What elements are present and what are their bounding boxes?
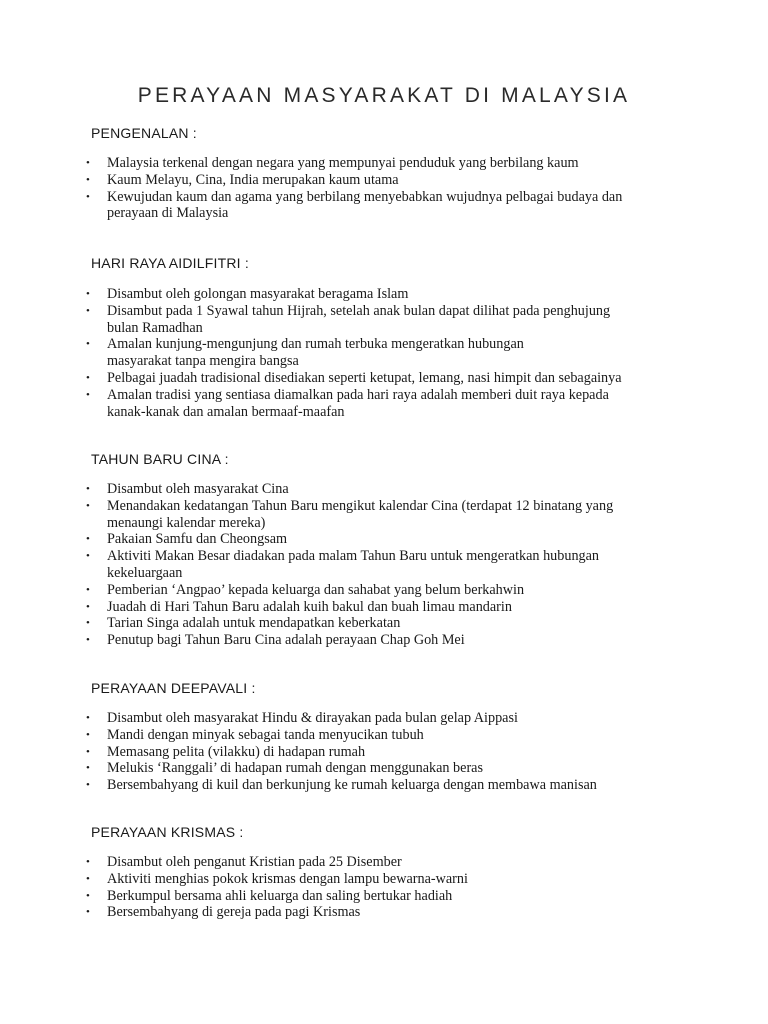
- bullet-icon: •: [86, 550, 90, 563]
- list-item: • Bersembahyang di kuil dan berkunjung ke rumah keluarga dengan membawa manisan: [86, 777, 597, 794]
- section-heading-krismas: PERAYAAN KRISMAS :: [91, 824, 244, 840]
- bullet-list-pengenalan: [0, 155, 700, 222]
- bullet-list-tahun-baru-cina: [0, 481, 700, 649]
- list-item: • Memasang pelita (vilakku) di hadapan rumah: [86, 743, 366, 760]
- bullet-icon: •: [86, 583, 90, 596]
- section-heading-deepavali: PERAYAAN DEEPAVALI :: [91, 680, 256, 696]
- bullet-icon: •: [86, 634, 90, 647]
- bullet-icon: •: [86, 617, 90, 630]
- bullet-icon: •: [86, 338, 90, 351]
- bullet-icon: •: [86, 533, 90, 546]
- list-item: • Menandakan kedatangan Tahun Baru mengikut kalendar Cina (terdapat 12 binatang yang menaungi kalendar mereka): [86, 497, 614, 531]
- list-item: • Disambut oleh penganut Kristian pada 25 Disember: [86, 854, 402, 870]
- bullet-icon: •: [86, 304, 90, 317]
- list-item: • Tarian Singa adalah untuk mendapatkan keberkatan: [86, 615, 401, 632]
- list-item: • Aktiviti menghias pokok krismas dengan lampu bewarna-warni: [86, 870, 468, 887]
- list-item: • Pemberian ‘Angpao’ kepada keluarga dan sahabat yang belum berkahwin: [86, 581, 525, 598]
- list-item: • Berkumpul bersama ahli keluarga dan saling bertukar hadiah: [86, 887, 453, 904]
- list-item: • Amalan tradisi yang sentiasa diamalkan pada hari raya adalah memberi duit raya kepada kanak-kanak dan amalan bermaaf-maafan: [86, 386, 609, 420]
- section-heading-tahun-baru-cina: TAHUN BARU CINA :: [91, 451, 229, 467]
- bullet-icon: •: [86, 190, 90, 203]
- list-item: • Disambut oleh golongan masyarakat beragama Islam: [86, 286, 409, 302]
- list-item: • Bersembahyang di gereja pada pagi Krismas: [86, 904, 361, 921]
- bullet-icon: •: [86, 745, 90, 758]
- bullet-icon: •: [86, 872, 90, 885]
- list-item: • Pakaian Samfu dan Cheongsam: [86, 531, 288, 548]
- bullet-list-hari-raya: [0, 286, 700, 420]
- list-item: • Aktiviti Makan Besar diadakan pada malam Tahun Baru untuk mengeratkan hubungan kekeluargaan: [86, 548, 600, 581]
- bullet-icon: •: [86, 762, 90, 775]
- bullet-icon: •: [86, 728, 90, 741]
- bullet-icon: •: [86, 499, 90, 512]
- bullet-icon: •: [86, 388, 90, 401]
- list-item: • Amalan kunjung-mengunjung dan rumah terbuka mengeratkan hubungan masyarakat tanpa mengira bangsa: [86, 336, 524, 370]
- list-item: • Malaysia terkenal dengan negara yang mempunyai penduduk yang berbilang kaum: [86, 155, 579, 171]
- section-heading-hari-raya: HARI RAYA AIDILFITRI :: [91, 255, 249, 271]
- bullet-icon: •: [86, 889, 90, 902]
- list-item: • Kaum Melayu, Cina, India merupakan kaum utama: [86, 171, 399, 188]
- bullet-icon: •: [86, 157, 90, 169]
- bullet-icon: •: [86, 779, 90, 792]
- bullet-icon: •: [86, 483, 90, 495]
- list-item: • Disambut oleh masyarakat Hindu & dirayakan pada bulan gelap Aippasi: [86, 710, 518, 726]
- bullet-icon: •: [86, 173, 90, 186]
- bullet-list-krismas: [0, 854, 700, 921]
- list-item: • Disambut pada 1 Syawal tahun Hijrah, setelah anak bulan dapat dilihat pada penghujung bulan Ramadhan: [86, 302, 611, 336]
- bullet-icon: •: [86, 906, 90, 919]
- list-item: • Pelbagai juadah tradisional disediakan seperti ketupat, lemang, nasi himpit dan sebagainya: [86, 369, 622, 386]
- bullet-icon: •: [86, 371, 90, 384]
- document-title: PERAYAAN MASYARAKAT DI MALAYSIA: [137, 84, 631, 107]
- bullet-icon: •: [86, 600, 90, 613]
- bullet-list-deepavali: [0, 710, 700, 794]
- list-item: • Juadah di Hari Tahun Baru adalah kuih bakul dan buah limau mandarin: [86, 598, 512, 615]
- list-item: • Kewujudan kaum dan agama yang berbilang menyebabkan wujudnya pelbagai budaya dan perayaan di Malaysia: [86, 188, 623, 222]
- section-heading-pengenalan: PENGENALAN :: [91, 125, 197, 141]
- bullet-icon: •: [86, 712, 90, 724]
- list-item: • Mandi dengan minyak sebagai tanda menyucikan tubuh: [86, 726, 424, 743]
- list-item: • Penutup bagi Tahun Baru Cina adalah perayaan Chap Goh Mei: [86, 632, 465, 649]
- bullet-icon: •: [86, 288, 90, 300]
- list-item: • Disambut oleh masyarakat Cina: [86, 481, 289, 497]
- list-item: • Melukis ‘Ranggali’ di hadapan rumah dengan menggunakan beras: [86, 760, 483, 777]
- bullet-icon: •: [86, 856, 90, 868]
